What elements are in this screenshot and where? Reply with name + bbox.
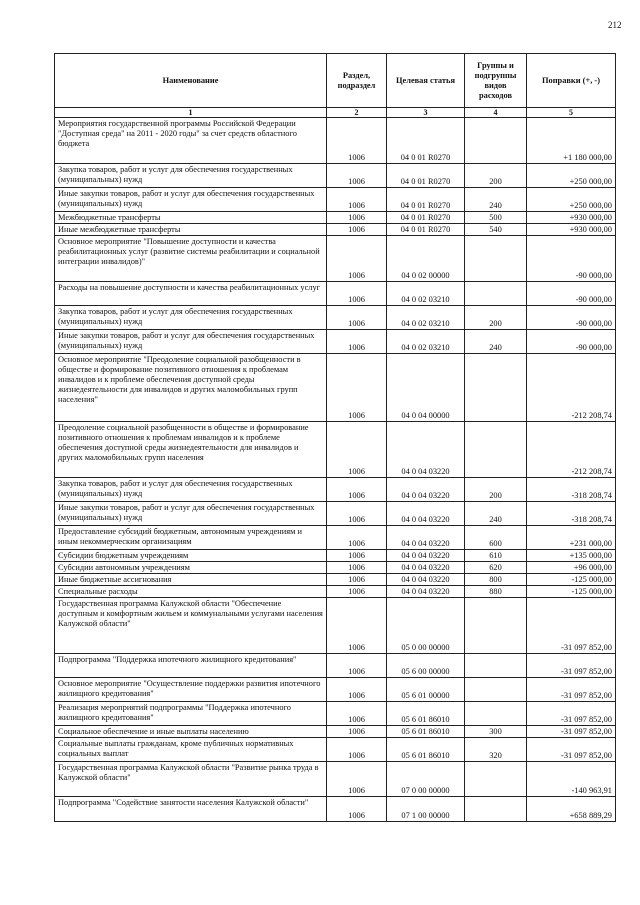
row-target: 04 0 02 03210: [387, 282, 465, 306]
row-target: 04 0 04 03220: [387, 526, 465, 550]
column-number: 5: [527, 108, 616, 118]
row-section: 1006: [327, 550, 387, 562]
row-section: 1006: [327, 330, 387, 354]
row-target: 04 0 04 03220: [387, 586, 465, 598]
table-row: [55, 236, 616, 282]
row-amount: -90 000,00: [527, 236, 616, 282]
row-target: 04 0 04 03220: [387, 422, 465, 478]
row-name: Закупка товаров, работ и услуг для обеспечения государственных (муниципальных) нужд: [55, 478, 327, 502]
table-row: [55, 550, 616, 562]
row-amount: +658 889,29: [527, 797, 616, 822]
row-name: Преодоление социальной разобщенности в обществе и формирование позитивного отношения к проблемам инвалидов и к проблеме обеспечения доступной среды жизнедеятельности для инвалидов и других маломобильных групп населения: [55, 422, 327, 478]
row-amount: -212 208,74: [527, 354, 616, 422]
table-row: [55, 574, 616, 586]
row-amount: +135 000,00: [527, 550, 616, 562]
row-section: 1006: [327, 502, 387, 526]
row-name: Субсидии бюджетным учреждениям: [55, 550, 327, 562]
table-row: [55, 702, 616, 726]
row-amount: +930 000,00: [527, 224, 616, 236]
row-name: Основное мероприятие "Повышение доступности и качества реабилитационных услуг (развитие системы реабилитации и социальной интеграции инвалидов)": [55, 236, 327, 282]
row-amount: -90 000,00: [527, 306, 616, 330]
row-section: 1006: [327, 212, 387, 224]
row-target: 04 0 02 00000: [387, 236, 465, 282]
row-group: 200: [465, 478, 527, 502]
row-amount: +231 000,00: [527, 526, 616, 550]
row-target: 04 0 01 R0270: [387, 118, 465, 164]
row-target: 04 0 04 00000: [387, 354, 465, 422]
row-group: [465, 702, 527, 726]
table-body: [55, 118, 616, 822]
row-target: 05 0 00 00000: [387, 598, 465, 654]
row-section: 1006: [327, 762, 387, 797]
row-amount: -318 208,74: [527, 478, 616, 502]
row-target: 07 0 00 00000: [387, 762, 465, 797]
column-number: 3: [387, 108, 465, 118]
row-group: [465, 236, 527, 282]
row-section: 1006: [327, 586, 387, 598]
table-row: [55, 586, 616, 598]
row-section: 1006: [327, 422, 387, 478]
row-group: 200: [465, 164, 527, 188]
row-name: Субсидии автономным учреждениям: [55, 562, 327, 574]
row-name: Специальные расходы: [55, 586, 327, 598]
row-group: 320: [465, 738, 527, 762]
row-amount: -31 097 852,00: [527, 678, 616, 702]
row-amount: +250 000,00: [527, 164, 616, 188]
row-group: [465, 762, 527, 797]
header-amount: Поправки (+, -): [527, 54, 616, 108]
row-group: [465, 422, 527, 478]
row-group: [465, 678, 527, 702]
row-amount: -125 000,00: [527, 586, 616, 598]
row-name: Иные закупки товаров, работ и услуг для обеспечения государственных (муниципальных) нужд: [55, 330, 327, 354]
row-section: 1006: [327, 562, 387, 574]
column-number: 4: [465, 108, 527, 118]
row-group: 200: [465, 306, 527, 330]
row-name: Закупка товаров, работ и услуг для обеспечения государственных (муниципальных) нужд: [55, 164, 327, 188]
table-row: [55, 118, 616, 164]
table-row: [55, 598, 616, 654]
row-section: 1006: [327, 598, 387, 654]
row-group: 800: [465, 574, 527, 586]
row-name: Государственная программа Калужской области "Обеспечение доступным и комфортным жильем и коммунальными услугами населения Калужской области": [55, 598, 327, 654]
row-section: 1006: [327, 702, 387, 726]
row-name: Предоставление субсидий бюджетным, автономным учреждениям и иным некоммерческим организациям: [55, 526, 327, 550]
row-name: Иные бюджетные ассигнования: [55, 574, 327, 586]
row-group: [465, 797, 527, 822]
row-amount: -90 000,00: [527, 330, 616, 354]
row-amount: -31 097 852,00: [527, 738, 616, 762]
row-section: 1006: [327, 224, 387, 236]
row-section: 1006: [327, 654, 387, 678]
table-row: [55, 212, 616, 224]
row-group: [465, 654, 527, 678]
table-row: [55, 422, 616, 478]
row-group: 540: [465, 224, 527, 236]
table-row: [55, 797, 616, 822]
header-group: Группы и подгруппы видов расходов: [465, 54, 527, 108]
row-section: 1006: [327, 526, 387, 550]
table-header-row: [55, 54, 616, 108]
row-section: 1006: [327, 574, 387, 586]
table-row: [55, 478, 616, 502]
table-row: [55, 654, 616, 678]
row-name: Социальное обеспечение и иные выплаты населению: [55, 726, 327, 738]
row-target: 04 0 01 R0270: [387, 188, 465, 212]
row-target: 04 0 04 03220: [387, 502, 465, 526]
table-row: [55, 354, 616, 422]
table-row: [55, 188, 616, 212]
row-target: 07 1 00 00000: [387, 797, 465, 822]
row-target: 04 0 04 03220: [387, 550, 465, 562]
row-amount: -212 208,74: [527, 422, 616, 478]
row-section: 1006: [327, 118, 387, 164]
row-target: 04 0 02 03210: [387, 330, 465, 354]
row-target: 04 0 01 R0270: [387, 164, 465, 188]
row-name: Расходы на повышение доступности и качества реабилитационных услуг: [55, 282, 327, 306]
row-section: 1006: [327, 726, 387, 738]
row-target: 04 0 01 R0270: [387, 224, 465, 236]
row-section: 1006: [327, 306, 387, 330]
row-target: 05 6 01 86010: [387, 702, 465, 726]
row-group: 240: [465, 330, 527, 354]
row-group: 240: [465, 188, 527, 212]
row-amount: -31 097 852,00: [527, 598, 616, 654]
table-row: [55, 562, 616, 574]
row-name: Основное мероприятие "Преодоление социальной разобщенности в обществе и формирование позитивного отношения к проблемам инвалидов и к проблеме обеспечения доступной среды жизнедеятельности для инвалидов и других маломобильных групп населения": [55, 354, 327, 422]
row-target: 05 6 01 86010: [387, 726, 465, 738]
row-section: 1006: [327, 164, 387, 188]
row-name: Реализация мероприятий подпрограммы "Поддержка ипотечного жилищного кредитования": [55, 702, 327, 726]
row-target: 04 0 04 03220: [387, 562, 465, 574]
table-row: [55, 282, 616, 306]
row-target: 05 6 01 00000: [387, 678, 465, 702]
table-row: [55, 224, 616, 236]
table-row: [55, 306, 616, 330]
header-section: Раздел, подраздел: [327, 54, 387, 108]
row-target: 04 0 04 03220: [387, 478, 465, 502]
row-name: Иные закупки товаров, работ и услуг для обеспечения государственных (муниципальных) нужд: [55, 502, 327, 526]
row-target: 04 0 02 03210: [387, 306, 465, 330]
row-name: Подпрограмма "Поддержка ипотечного жилищного кредитования": [55, 654, 327, 678]
page-number: 212: [608, 20, 622, 30]
row-name: Закупка товаров, работ и услуг для обеспечения государственных (муниципальных) нужд: [55, 306, 327, 330]
header-name: Наименование: [55, 54, 327, 108]
row-amount: +250 000,00: [527, 188, 616, 212]
row-group: 600: [465, 526, 527, 550]
row-name: Межбюджетные трансферты: [55, 212, 327, 224]
row-target: 05 6 01 86010: [387, 738, 465, 762]
table-row: [55, 330, 616, 354]
column-number-row: [55, 108, 616, 118]
column-number: 2: [327, 108, 387, 118]
row-section: 1006: [327, 188, 387, 212]
row-amount: +1 180 000,00: [527, 118, 616, 164]
row-section: 1006: [327, 236, 387, 282]
row-group: 500: [465, 212, 527, 224]
row-group: 620: [465, 562, 527, 574]
header-target: Целевая статья: [387, 54, 465, 108]
row-name: Государственная программа Калужской области "Развитие рынка труда в Калужской области": [55, 762, 327, 797]
row-amount: -31 097 852,00: [527, 702, 616, 726]
row-group: [465, 118, 527, 164]
row-group: 610: [465, 550, 527, 562]
row-target: 04 0 01 R0270: [387, 212, 465, 224]
table-row: [55, 738, 616, 762]
table-row: [55, 526, 616, 550]
table-row: [55, 502, 616, 526]
row-amount: -125 000,00: [527, 574, 616, 586]
row-amount: -318 208,74: [527, 502, 616, 526]
row-name: Мероприятия государственной программы Российской Федерации "Доступная среда" на 2011 - 2020 годы" за счет средств областного бюджета: [55, 118, 327, 164]
row-amount: -31 097 852,00: [527, 654, 616, 678]
column-number: 1: [55, 108, 327, 118]
row-target: 05 6 00 00000: [387, 654, 465, 678]
table-row: [55, 726, 616, 738]
row-section: 1006: [327, 738, 387, 762]
row-name: Иные межбюджетные трансферты: [55, 224, 327, 236]
row-group: [465, 354, 527, 422]
table-row: [55, 678, 616, 702]
row-group: [465, 598, 527, 654]
row-group: 240: [465, 502, 527, 526]
row-target: 04 0 04 03220: [387, 574, 465, 586]
row-name: Иные закупки товаров, работ и услуг для обеспечения государственных (муниципальных) нужд: [55, 188, 327, 212]
row-group: 880: [465, 586, 527, 598]
row-amount: +930 000,00: [527, 212, 616, 224]
row-name: Подпрограмма "Содействие занятости населения Калужской области": [55, 797, 327, 822]
row-section: 1006: [327, 797, 387, 822]
row-section: 1006: [327, 678, 387, 702]
row-amount: -90 000,00: [527, 282, 616, 306]
row-name: Основное мероприятие "Осуществление поддержки развития ипотечного жилищного кредитования": [55, 678, 327, 702]
table-row: [55, 164, 616, 188]
table-row: [55, 762, 616, 797]
row-name: Социальные выплаты гражданам, кроме публичных нормативных социальных выплат: [55, 738, 327, 762]
row-amount: +96 000,00: [527, 562, 616, 574]
row-section: 1006: [327, 354, 387, 422]
row-section: 1006: [327, 478, 387, 502]
row-group: [465, 282, 527, 306]
row-amount: -31 097 852,00: [527, 726, 616, 738]
row-section: 1006: [327, 282, 387, 306]
row-group: 300: [465, 726, 527, 738]
row-amount: -140 963,91: [527, 762, 616, 797]
budget-amendments-table: [54, 53, 616, 822]
